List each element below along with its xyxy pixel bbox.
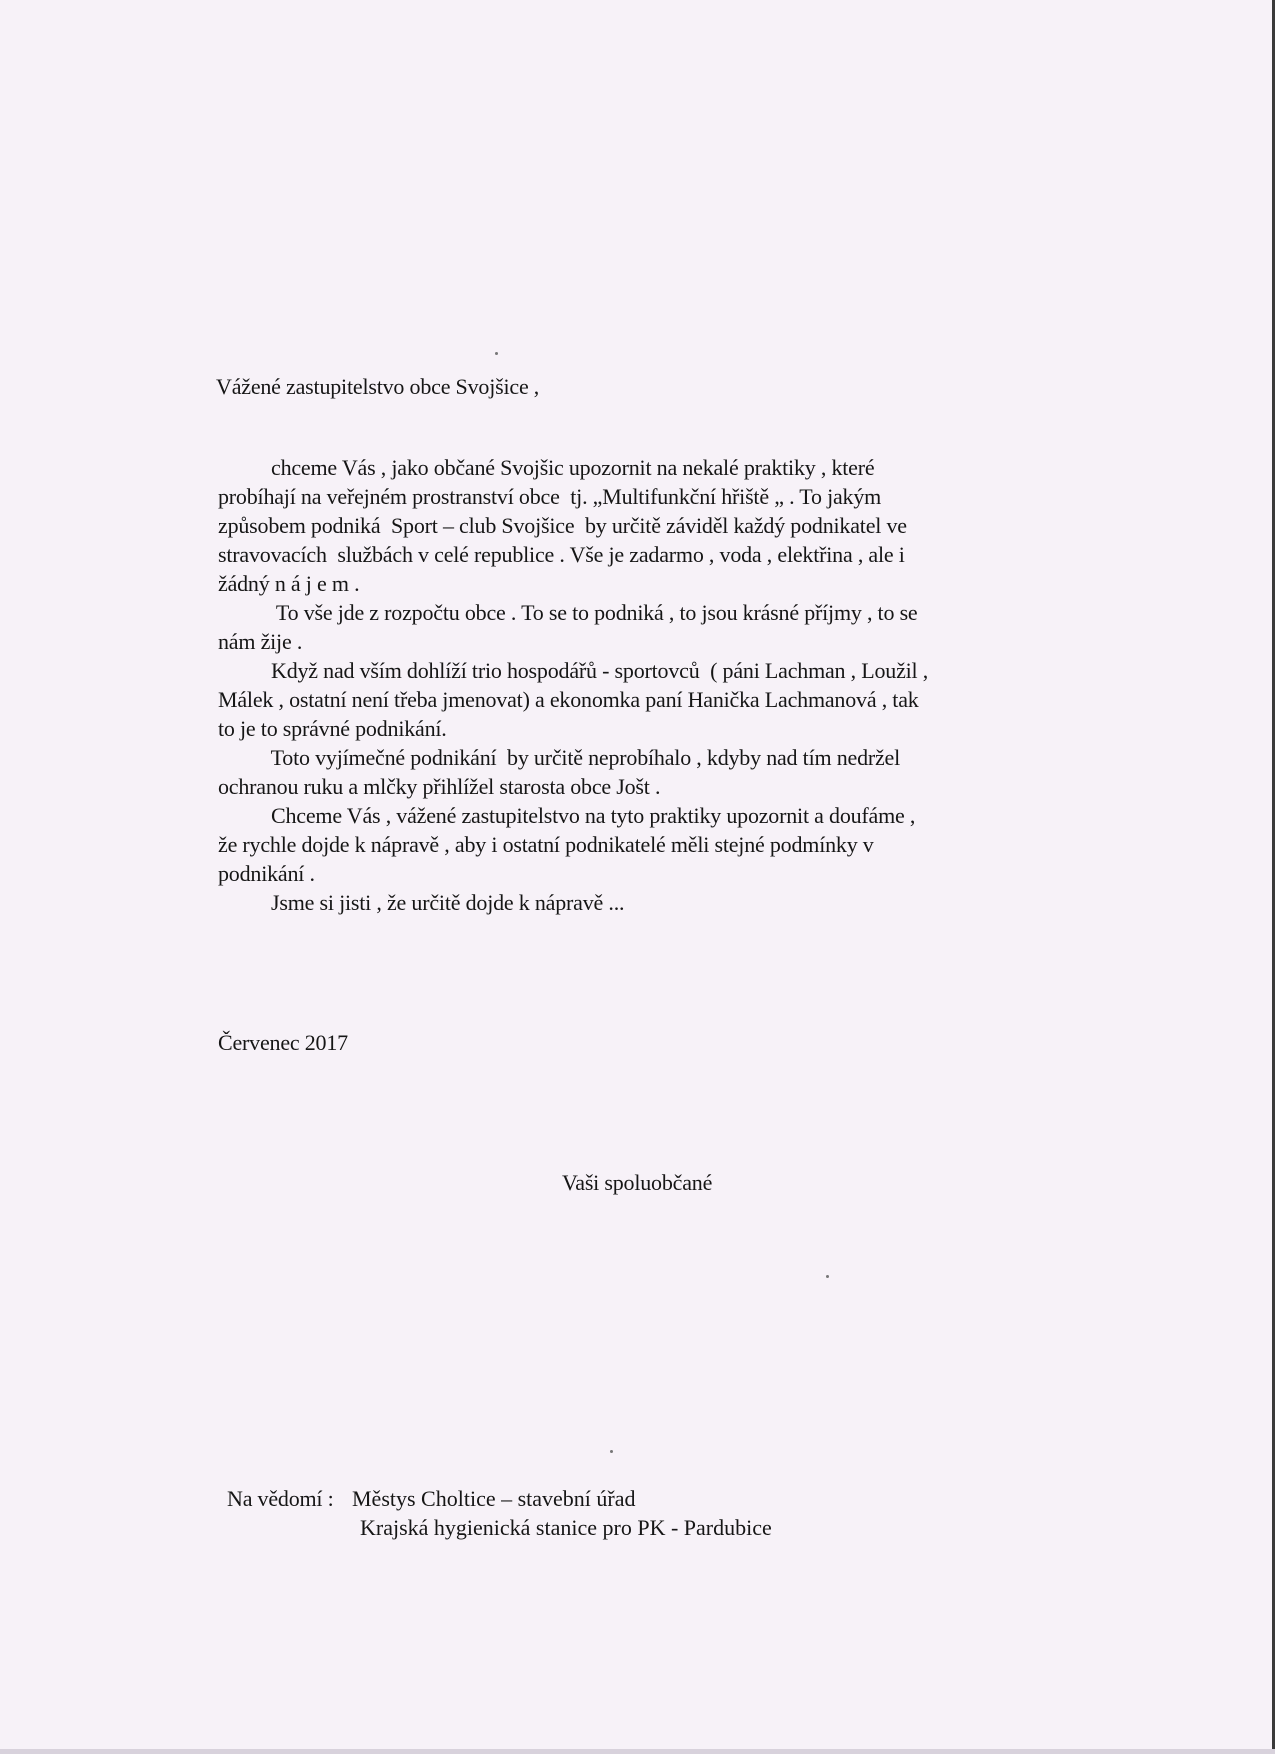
scan-speck [826,1275,829,1278]
body-line: žádný n á j e m . [218,571,360,596]
cc-recipient: Městys Choltice – stavební úřad [352,1486,636,1511]
body-line: Chceme Vás , vážené zastupitelstvo na tyto praktiky upozornit a doufáme , [218,803,916,828]
body-line: že rychle dojde k nápravě , aby i ostatní podnikatelé měli stejné podmínky v [218,832,874,857]
letter-body [218,453,928,917]
body-line: nám žije . [218,629,303,654]
body-line: ochranou ruku a mlčky přihlížel starosta obce Jošt . [218,774,661,799]
scan-speck [610,1450,613,1453]
body-line: Málek , ostatní není třeba jmenovat) a ekonomka paní Hanička Lachmanová , tak [218,687,919,712]
signature: Vaši spoluobčané [562,1170,713,1195]
salutation: Vážené zastupitelstvo obce Svojšice , [216,374,540,399]
body-line: Jsme si jisti , že určitě dojde k nápravě ... [218,890,625,915]
body-line: Když nad vším dohlíží trio hospodářů - sportovců ( páni Lachman , Loužil , [218,658,929,683]
cc-label: Na vědomí : [227,1486,334,1511]
cc-recipient: Krajská hygienická stanice pro PK - Pardubice [360,1515,772,1540]
scan-speck [495,352,498,355]
body-line: stravovacích službách v celé republice . Vše je zadarmo , voda , elektřina , ale i [218,542,905,567]
body-line: to je to správné podnikání. [218,716,447,741]
body-line: Toto vyjímečné podnikání by určitě neprobíhalo , kdyby nad tím nedržel [218,745,901,770]
body-line: probíhají na veřejném prostranství obce tj. „Multifunkční hřiště „ . To jakým [218,484,882,509]
body-line: chceme Vás , jako občané Svojšic upozornit na nekalé praktiky , které [218,455,875,480]
body-line: To vše jde z rozpočtu obce . To se to podniká , to jsou krásné příjmy , to se [218,600,918,625]
letter-date: Červenec 2017 [218,1030,348,1055]
cc-recipients [352,1484,772,1542]
body-line: způsobem podniká Sport – club Svojšice by určitě záviděl každý podnikatel ve [218,513,907,538]
scan-edge-bottom [0,1749,1275,1754]
body-line: podnikání . [218,861,315,886]
